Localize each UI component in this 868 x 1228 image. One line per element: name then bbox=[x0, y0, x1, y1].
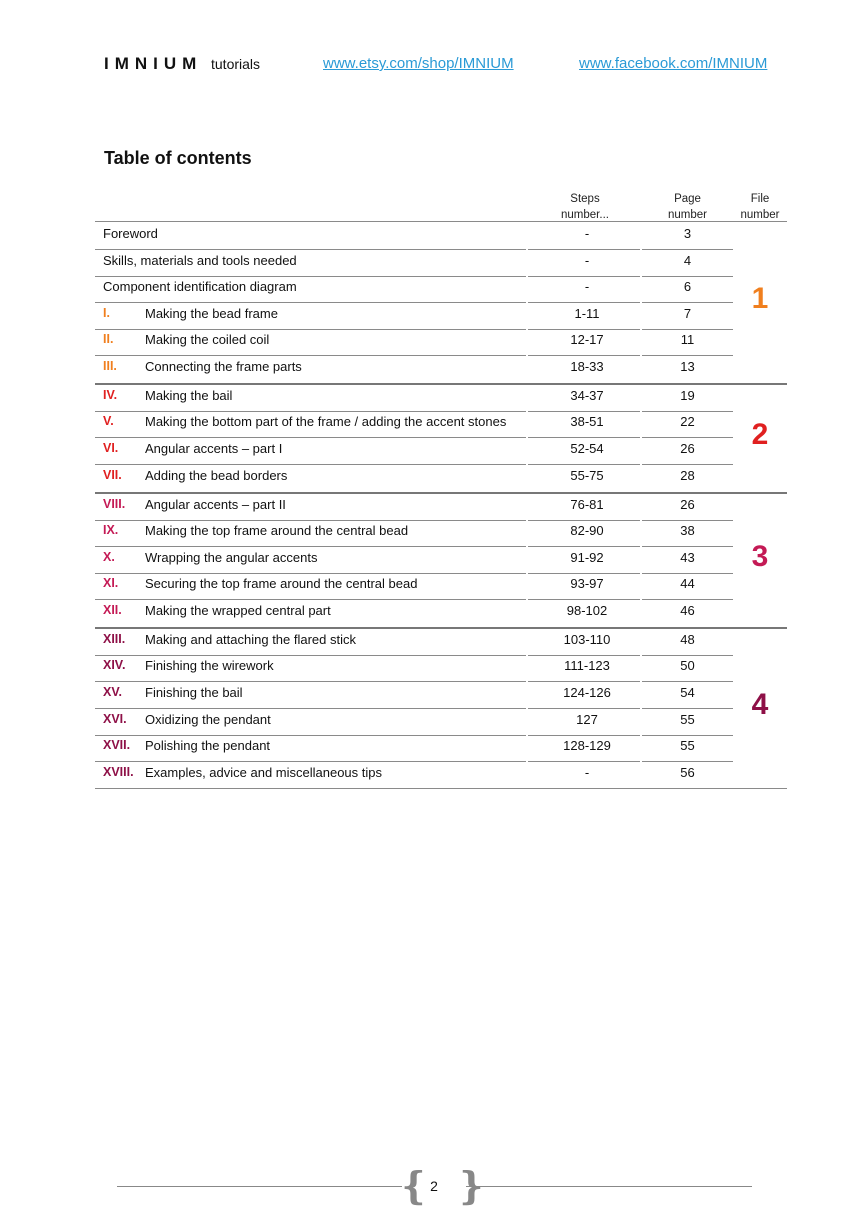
steps-header-line2: number... bbox=[561, 209, 609, 221]
page-ref: 26 bbox=[680, 497, 695, 512]
chapter-title: Making and attaching the flared stick bbox=[145, 632, 357, 647]
chapter-numeral: VII. bbox=[103, 468, 122, 482]
chapter-numeral: X. bbox=[103, 550, 115, 564]
etsy-link[interactable]: www.etsy.com/shop/IMNIUM bbox=[323, 55, 514, 72]
file-column-header bbox=[733, 191, 787, 223]
chapter-title: Angular accents – part I bbox=[145, 441, 283, 456]
toc-row[interactable] bbox=[95, 546, 787, 572]
page-ref: 13 bbox=[680, 359, 695, 374]
page-ref: 28 bbox=[680, 468, 695, 483]
page-ref: 44 bbox=[680, 576, 695, 591]
chapter-title: Skills, materials and tools needed bbox=[103, 253, 297, 268]
brand-subtitle: tutorials bbox=[211, 56, 261, 72]
toc-row[interactable] bbox=[95, 275, 787, 301]
chapter-numeral: XI. bbox=[103, 576, 119, 590]
toc-row[interactable] bbox=[95, 572, 787, 598]
chapter-title: Making the coiled coil bbox=[145, 332, 270, 347]
chapter-title: Oxidizing the pendant bbox=[145, 712, 271, 727]
page-title: Table of contents bbox=[104, 148, 252, 168]
page-ref: 26 bbox=[680, 441, 695, 456]
footer-bracket-left: ❴ bbox=[398, 1164, 430, 1208]
page-ref: 7 bbox=[683, 306, 692, 321]
chapter-title: Finishing the bail bbox=[145, 685, 243, 700]
chapter-title: Making the bail bbox=[145, 388, 233, 403]
page-ref: 43 bbox=[680, 550, 695, 565]
steps-range: 1-11 bbox=[574, 306, 600, 321]
steps-range: 111-123 bbox=[564, 658, 610, 673]
page-ref: 19 bbox=[680, 388, 695, 403]
chapter-numeral: I. bbox=[103, 306, 110, 320]
chapter-numeral: XV. bbox=[103, 685, 123, 699]
page-ref: 55 bbox=[680, 738, 695, 753]
table-rule bbox=[95, 788, 787, 789]
page-ref: 38 bbox=[680, 523, 695, 538]
page-header-line1: Page bbox=[674, 193, 701, 205]
page-ref: 56 bbox=[680, 765, 695, 780]
toc-row[interactable] bbox=[95, 222, 787, 248]
steps-range: 76-81 bbox=[570, 497, 604, 512]
steps-range: 124-126 bbox=[563, 685, 611, 700]
steps-range: 82-90 bbox=[570, 523, 604, 538]
footer-rule-right bbox=[466, 1186, 752, 1187]
toc-row[interactable] bbox=[95, 761, 787, 787]
chapter-numeral: VI. bbox=[103, 441, 119, 455]
chapter-title: Finishing the wirework bbox=[145, 658, 274, 673]
chapter-numeral: VIII. bbox=[103, 497, 126, 511]
steps-range: 103-110 bbox=[563, 632, 611, 647]
steps-range: 52-54 bbox=[570, 441, 604, 456]
chapter-title: Angular accents – part II bbox=[145, 497, 286, 512]
chapter-title: Foreword bbox=[103, 226, 158, 241]
facebook-link[interactable]: www.facebook.com/IMNIUM bbox=[579, 55, 768, 72]
chapter-title: Making the top frame around the central bead bbox=[145, 523, 409, 538]
chapter-title: Making the bottom part of the frame / adding the accent stones bbox=[145, 414, 507, 429]
steps-range: - bbox=[584, 279, 590, 294]
steps-range: 127 bbox=[576, 712, 598, 727]
page-header bbox=[0, 52, 868, 76]
page-ref: 50 bbox=[680, 658, 695, 673]
page-ref: 6 bbox=[683, 279, 692, 294]
page-number: 2 bbox=[430, 1178, 438, 1194]
steps-range: 18-33 bbox=[570, 359, 604, 374]
toc-row[interactable] bbox=[95, 410, 787, 436]
toc-row[interactable] bbox=[95, 437, 787, 463]
steps-range: 98-102 bbox=[566, 603, 608, 618]
chapter-title: Making the bead frame bbox=[145, 306, 278, 321]
chapter-numeral: XIV. bbox=[103, 658, 126, 672]
file-number-1: 1 bbox=[751, 282, 769, 315]
page-ref: 3 bbox=[683, 226, 692, 241]
chapter-numeral: V. bbox=[103, 414, 114, 428]
brand-name: IMNIUM bbox=[104, 54, 203, 73]
footer-rule-left bbox=[117, 1186, 402, 1187]
chapter-numeral: XVII. bbox=[103, 738, 131, 752]
file-number-3: 3 bbox=[751, 540, 769, 573]
page-ref: 4 bbox=[683, 253, 692, 268]
steps-column-header bbox=[545, 191, 625, 223]
chapter-title: Making the wrapped central part bbox=[145, 603, 331, 618]
steps-range: - bbox=[584, 253, 590, 268]
steps-range: - bbox=[584, 765, 590, 780]
toc-row[interactable] bbox=[95, 734, 787, 760]
toc-row[interactable] bbox=[95, 249, 787, 275]
toc-row[interactable] bbox=[95, 681, 787, 707]
chapter-title: Securing the top frame around the central bead bbox=[145, 576, 418, 591]
steps-range: 91-92 bbox=[570, 550, 604, 565]
chapter-numeral: III. bbox=[103, 359, 117, 373]
page-ref: 54 bbox=[680, 685, 695, 700]
steps-header-line1: Steps bbox=[570, 193, 600, 205]
file-header-line2: number bbox=[740, 209, 780, 221]
toc-row[interactable] bbox=[95, 654, 787, 680]
page-ref: 55 bbox=[680, 712, 695, 727]
page-ref: 48 bbox=[680, 632, 695, 647]
page-ref: 22 bbox=[680, 414, 695, 429]
chapter-numeral: XVIII. bbox=[103, 765, 134, 779]
chapter-numeral: XIII. bbox=[103, 632, 126, 646]
file-header-line1: File bbox=[750, 193, 770, 205]
chapter-numeral: XII. bbox=[103, 603, 122, 617]
chapter-title: Connecting the frame parts bbox=[145, 359, 302, 374]
toc-row[interactable] bbox=[95, 464, 787, 490]
toc-row[interactable] bbox=[95, 628, 787, 654]
chapter-title: Examples, advice and miscellaneous tips bbox=[145, 765, 383, 780]
page-ref: 46 bbox=[680, 603, 695, 618]
page-header-line2: number bbox=[668, 209, 707, 221]
chapter-numeral: XVI. bbox=[103, 712, 127, 726]
toc-row[interactable] bbox=[95, 384, 787, 410]
chapter-numeral: II. bbox=[103, 332, 114, 346]
chapter-numeral: IV. bbox=[103, 388, 118, 402]
toc-row[interactable] bbox=[95, 599, 787, 625]
chapter-numeral: IX. bbox=[103, 523, 119, 537]
toc-row[interactable] bbox=[95, 355, 787, 381]
chapter-title: Adding the bead borders bbox=[145, 468, 288, 483]
toc-row[interactable] bbox=[95, 519, 787, 545]
chapter-title: Wrapping the angular accents bbox=[145, 550, 318, 565]
steps-range: 38-51 bbox=[570, 414, 604, 429]
page-column-header bbox=[645, 191, 730, 223]
steps-range: 55-75 bbox=[570, 468, 604, 483]
toc-row[interactable] bbox=[95, 328, 787, 354]
file-number-4: 4 bbox=[751, 688, 769, 721]
toc-row[interactable] bbox=[95, 302, 787, 328]
chapter-title: Polishing the pendant bbox=[145, 738, 271, 753]
page-ref: 11 bbox=[680, 332, 695, 347]
steps-range: - bbox=[584, 226, 590, 241]
toc-row[interactable] bbox=[95, 493, 787, 519]
footer-bracket-right: ❵ bbox=[455, 1164, 487, 1208]
steps-range: 93-97 bbox=[570, 576, 604, 591]
steps-range: 12-17 bbox=[570, 332, 604, 347]
toc-row[interactable] bbox=[95, 708, 787, 734]
chapter-title: Component identification diagram bbox=[103, 279, 297, 294]
steps-range: 34-37 bbox=[570, 388, 604, 403]
steps-range: 128-129 bbox=[563, 738, 611, 753]
file-number-2: 2 bbox=[751, 418, 769, 451]
